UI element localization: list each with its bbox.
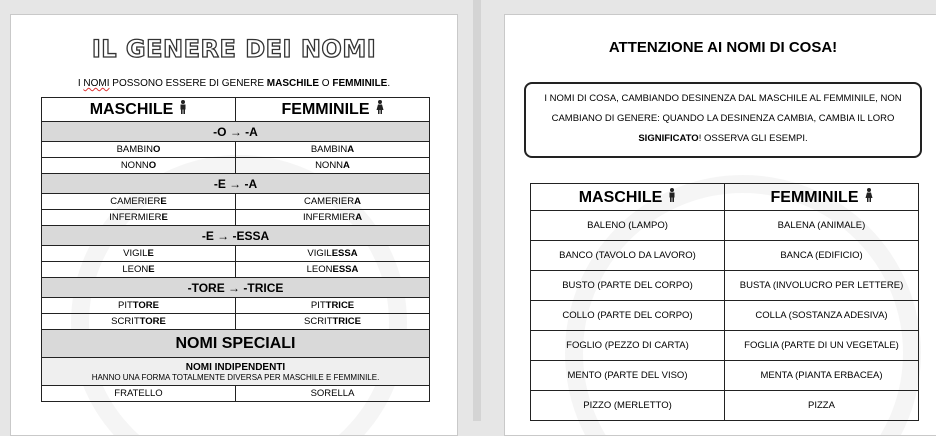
table-row: INFERMIERE INFERMIERA (42, 210, 430, 226)
header-femminile: FEMMINILE (725, 184, 919, 211)
table-row: PIZZO (MERLETTO) PIZZA (531, 391, 919, 421)
table-row: CAMERIERE CAMERIERA (42, 194, 430, 210)
table-row: FOGLIO (PEZZO DI CARTA) FOGLIA (PARTE DI UN VEGETALE) (531, 331, 919, 361)
page-title: IL GENERE DEI NOMI (91, 35, 377, 63)
left-page (10, 14, 458, 436)
note-box: I NOMI DI COSA, CAMBIANDO DESINENZA DAL MASCHILE AL FEMMINILE, NON CAMBIANO DI GENERE: QUANDO LA DESINENZA CAMBIA, CAMBIA IL LORO SIGNIFICATO! OSSERVA GLI ESEMPI. (524, 82, 922, 158)
male-person-icon (668, 188, 676, 207)
table-row: BANCO (TAVOLO DA LAVORO) BANCA (EDIFICIO) (531, 241, 919, 271)
female-person-icon (376, 100, 384, 119)
page-title: ATTENZIONE AI NOMI DI COSA! (608, 39, 838, 56)
table-row: VIGILE VIGILESSA (42, 246, 430, 262)
section-label: -TORE → -TRICE (42, 278, 430, 298)
table-row: BAMBINO BAMBINA (42, 142, 430, 158)
table-row: BUSTO (PARTE DEL CORPO) BUSTA (INVOLUCRO PER LETTERE) (531, 271, 919, 301)
header-femminile: FEMMINILE (236, 98, 430, 122)
right-page (504, 14, 936, 436)
table-row: NONNO NONNA (42, 158, 430, 174)
table-row: FRATELLO SORELLA (42, 386, 430, 402)
female-person-icon (865, 188, 873, 207)
header-maschile: MASCHILE (531, 184, 725, 211)
table-row: LEONE LEONESSA (42, 262, 430, 278)
independent-names-header: NOMI INDIPENDENTI HANNO UNA FORMA TOTALMENTE DIVERSA PER MASCHILE E FEMMINILE. (42, 358, 430, 386)
male-person-icon (179, 100, 187, 119)
page-gutter (473, 0, 481, 421)
table-row: COLLO (PARTE DEL CORPO) COLLA (SOSTANZA ADESIVA) (531, 301, 919, 331)
gender-table (41, 97, 430, 402)
section-label: -E → -ESSA (42, 226, 430, 246)
header-maschile: MASCHILE (42, 98, 236, 122)
page-subtitle: I NOMI POSSONO ESSERE DI GENERE MASCHILE O FEMMINILE. (77, 78, 391, 89)
section-label: -O → -A (42, 122, 430, 142)
table-row: BALENO (LAMPO) BALENA (ANIMALE) (531, 211, 919, 241)
section-label: -E → -A (42, 174, 430, 194)
meaning-table (530, 183, 919, 421)
table-row: PITTORE PITTRICE (42, 298, 430, 314)
special-names-title: NOMI SPECIALI (42, 330, 430, 358)
table-row: MENTO (PARTE DEL VISO) MENTA (PIANTA ERBACEA) (531, 361, 919, 391)
table-row: SCRITTORE SCRITTRICE (42, 314, 430, 330)
